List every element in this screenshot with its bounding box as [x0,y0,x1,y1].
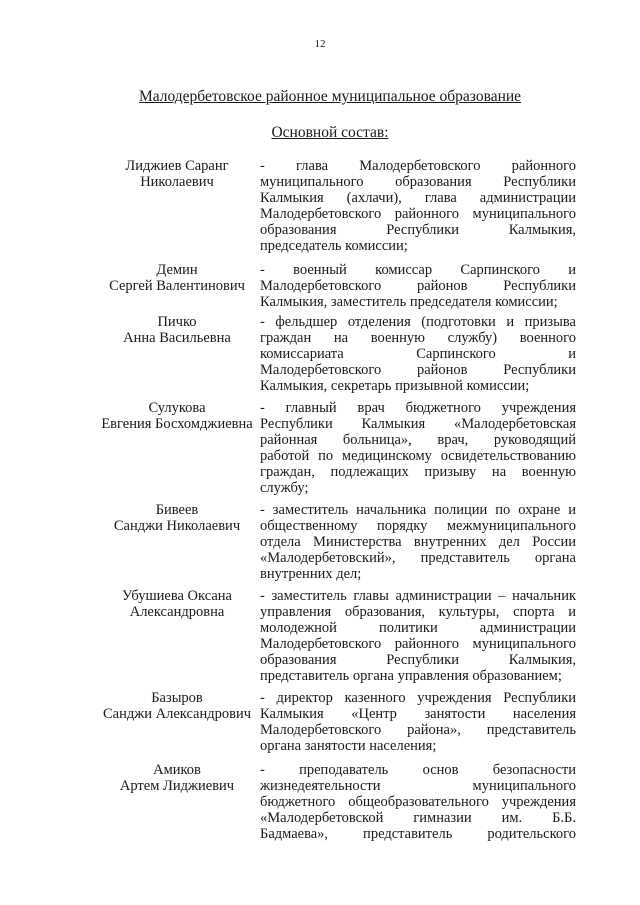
member-role: - главный врач бюджетного учреждения Республики Калмыкия «Малодербетовская районная больница», врач, руководящий работой по медицинскому освидетельствованию граждан, подлежащих призыву на военную службу; [260,400,576,496]
member-name: Сулукова Евгения Босхомджиевна [101,400,253,432]
member-name: Пичко Анна Васильевна [123,314,231,346]
member-name: Базыров Санджи Александрович [102,690,252,722]
page-number: 12 [314,38,326,50]
member-name: Демин Сергей Валентинович [109,262,245,294]
member-role: - заместитель начальника полиции по охране и общественному порядку межмуниципального отдела Министерства внутренних дел России «Малодербетовский», представитель органа внутренних дел; [260,502,576,582]
member-role: - фельдшер отделения (подготовки и призыва граждан на военную службу) военного комиссариата Сарпинского и Малодербетовского районов Республики Калмыкия, секретарь призывной комиссии; [260,314,576,394]
section-subtitle: Основной состав: [271,124,389,141]
member-name: Бивеев Санджи Николаевич [113,502,241,534]
member-name: Лиджиев Саранг Николаевич [125,158,229,190]
member-role: - директор казенного учреждения Республики Калмыкия «Центр занятости населения Малодербетовского района», представитель органа занятости населения; [260,690,576,754]
member-name: Убушиева Оксана Александровна [122,588,232,620]
member-role: - военный комиссар Сарпинского и Малодербетовского районов Республики Калмыкия, заместитель председателя комиссии; [260,262,576,310]
member-role: - заместитель главы администрации – начальник управления образования, культуры, спорта и молодежной политики администрации Малодербетовского районного муниципального образования Республики Калмыкия, представитель органа управления образованием; [260,588,576,684]
member-role: - глава Малодербетовского районного муниципального образования Республики Калмыкия (ахлачи), глава администрации Малодербетовского районного муниципального образования Республики Калмыкия, председатель комиссии; [260,158,576,254]
member-name: Амиков Артем Лиджиевич [119,762,235,794]
member-role: - преподаватель основ безопасности жизнедеятельности муниципального бюджетного общеобразовательного учреждения «Малодербетовской гимназии им. Б.Б. Бадмаева», представитель родительского [260,762,576,842]
document-title: Малодербетовское районное муниципальное образование [138,88,522,105]
